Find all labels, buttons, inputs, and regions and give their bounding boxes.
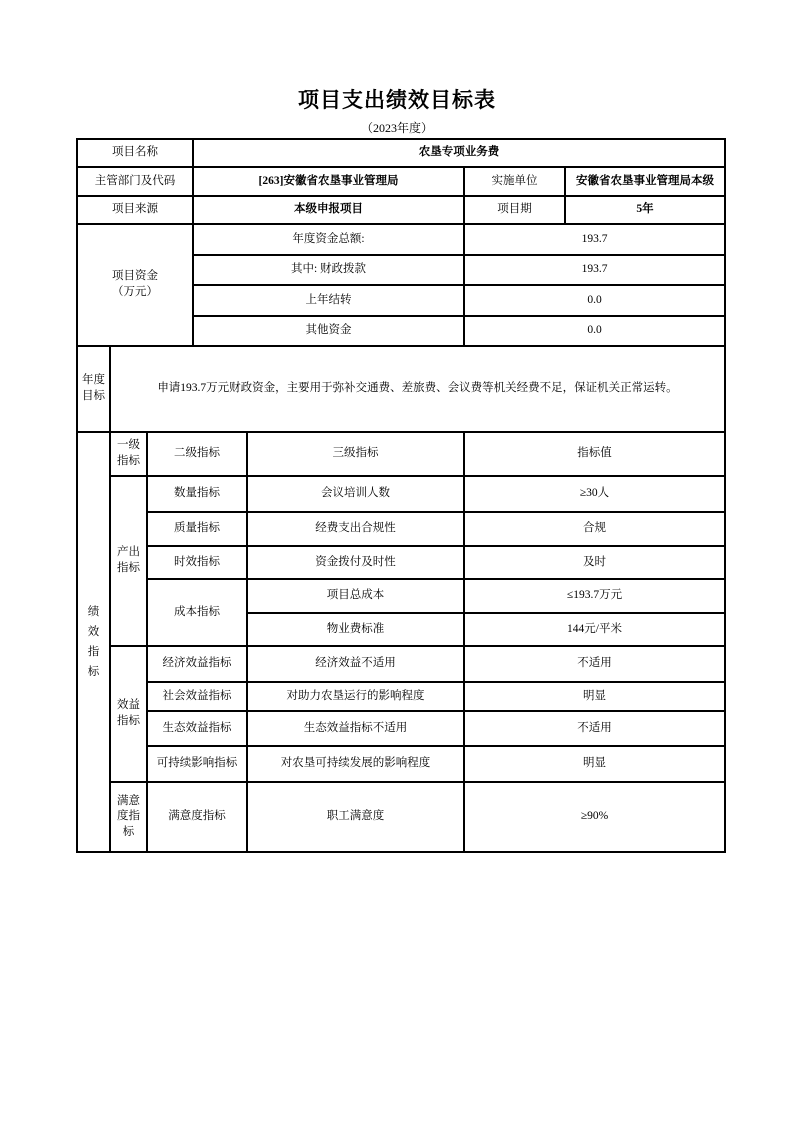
- table-row: [77, 682, 725, 711]
- indicator-l2: 成本指标: [147, 579, 247, 646]
- indicator-value: ≥90%: [464, 782, 725, 852]
- indicator-l2: 时效指标: [147, 546, 247, 579]
- table-row: [77, 432, 725, 476]
- source-value: 本级申报项目: [193, 196, 464, 224]
- group-l1-label: 产出指标: [110, 476, 147, 646]
- annual-goal-text: 申请193.7万元财政资金，主要用于弥补交通费、差旅费、会议费等机关经费不足，保证机关正常运转。: [110, 346, 725, 432]
- indicator-l2: 满意度指标: [147, 782, 247, 852]
- header-l3: 三级指标: [247, 432, 464, 476]
- header-value: 指标值: [464, 432, 725, 476]
- table-row: [77, 196, 725, 224]
- table-row: [77, 546, 725, 579]
- annual-goal-label: 年度目标: [77, 346, 110, 432]
- indicator-value: ≤193.7万元: [464, 579, 725, 613]
- page-title: 项目支出绩效目标表: [298, 88, 496, 112]
- funding-row-value: 0.0: [464, 285, 725, 316]
- indicator-value: 不适用: [464, 646, 725, 682]
- indicator-l3: 会议培训人数: [247, 476, 464, 512]
- project-name-value: 农垦专项业务费: [193, 139, 725, 167]
- table-row: [77, 167, 725, 196]
- indicator-l3: 经济效益不适用: [247, 646, 464, 682]
- funding-row-name: 上年结转: [193, 285, 464, 316]
- table-row: [77, 711, 725, 746]
- funding-row-value: 0.0: [464, 316, 725, 346]
- group-l1-label: 效益指标: [110, 646, 147, 782]
- indicator-value: ≥30人: [464, 476, 725, 512]
- funding-label: [77, 224, 193, 346]
- indicator-l2: 质量指标: [147, 512, 247, 546]
- indicator-value: 明显: [464, 746, 725, 782]
- table-row: [77, 224, 725, 255]
- indicator-value: 明显: [464, 682, 725, 711]
- header-l2: 二级指标: [147, 432, 247, 476]
- period-value: 5年: [565, 196, 725, 224]
- indicator-value: 144元/平米: [464, 613, 725, 646]
- dept-value: [263]安徽省农垦事业管理局: [193, 167, 464, 196]
- funding-row-name: 年度资金总额:: [193, 224, 464, 255]
- performance-target-table: [76, 138, 726, 853]
- table-row: [77, 746, 725, 782]
- impl-unit-label: 实施单位: [464, 167, 565, 196]
- funding-row-name: 其中: 财政拨款: [193, 255, 464, 285]
- table-row: [77, 512, 725, 546]
- indicator-l3: 资金拨付及时性: [247, 546, 464, 579]
- table-row: [77, 476, 725, 512]
- funding-label-line1: 项目资金: [112, 270, 158, 283]
- page-subtitle: （2023年度）: [360, 121, 433, 135]
- project-name-label: 项目名称: [77, 139, 193, 167]
- funding-row-name: 其他资金: [193, 316, 464, 346]
- indicator-l2: 数量指标: [147, 476, 247, 512]
- indicator-l2: 经济效益指标: [147, 646, 247, 682]
- indicator-l2: 生态效益指标: [147, 711, 247, 746]
- table-row: [77, 579, 725, 613]
- indicator-l3: 对农垦可持续发展的影响程度: [247, 746, 464, 782]
- impl-unit-value: 安徽省农垦事业管理局本级: [565, 167, 725, 196]
- group-l1-label: 满意度指标: [110, 782, 147, 852]
- source-label: 项目来源: [77, 196, 193, 224]
- indicator-l2: 可持续影响指标: [147, 746, 247, 782]
- indicators-side-label-text: 绩效指标: [87, 605, 100, 679]
- funding-row-value: 193.7: [464, 224, 725, 255]
- indicator-l3: 经费支出合规性: [247, 512, 464, 546]
- indicator-value: 及时: [464, 546, 725, 579]
- indicator-l3: 职工满意度: [247, 782, 464, 852]
- indicator-l3: 物业费标准: [247, 613, 464, 646]
- indicators-side-label: [77, 432, 110, 852]
- indicator-value: 不适用: [464, 711, 725, 746]
- table-row: [77, 346, 725, 432]
- table-row: [77, 782, 725, 852]
- indicator-l3: 项目总成本: [247, 579, 464, 613]
- indicator-l2: 社会效益指标: [147, 682, 247, 711]
- indicator-value: 合规: [464, 512, 725, 546]
- period-label: 项目期: [464, 196, 565, 224]
- indicator-l3: 对助力农垦运行的影响程度: [247, 682, 464, 711]
- indicator-l3: 生态效益指标不适用: [247, 711, 464, 746]
- table-row: [77, 139, 725, 167]
- header-l1: 一级指标: [110, 432, 147, 476]
- funding-label-line2: （万元）: [112, 286, 158, 298]
- funding-row-value: 193.7: [464, 255, 725, 285]
- table-row: [77, 646, 725, 682]
- dept-label: 主管部门及代码: [77, 167, 193, 196]
